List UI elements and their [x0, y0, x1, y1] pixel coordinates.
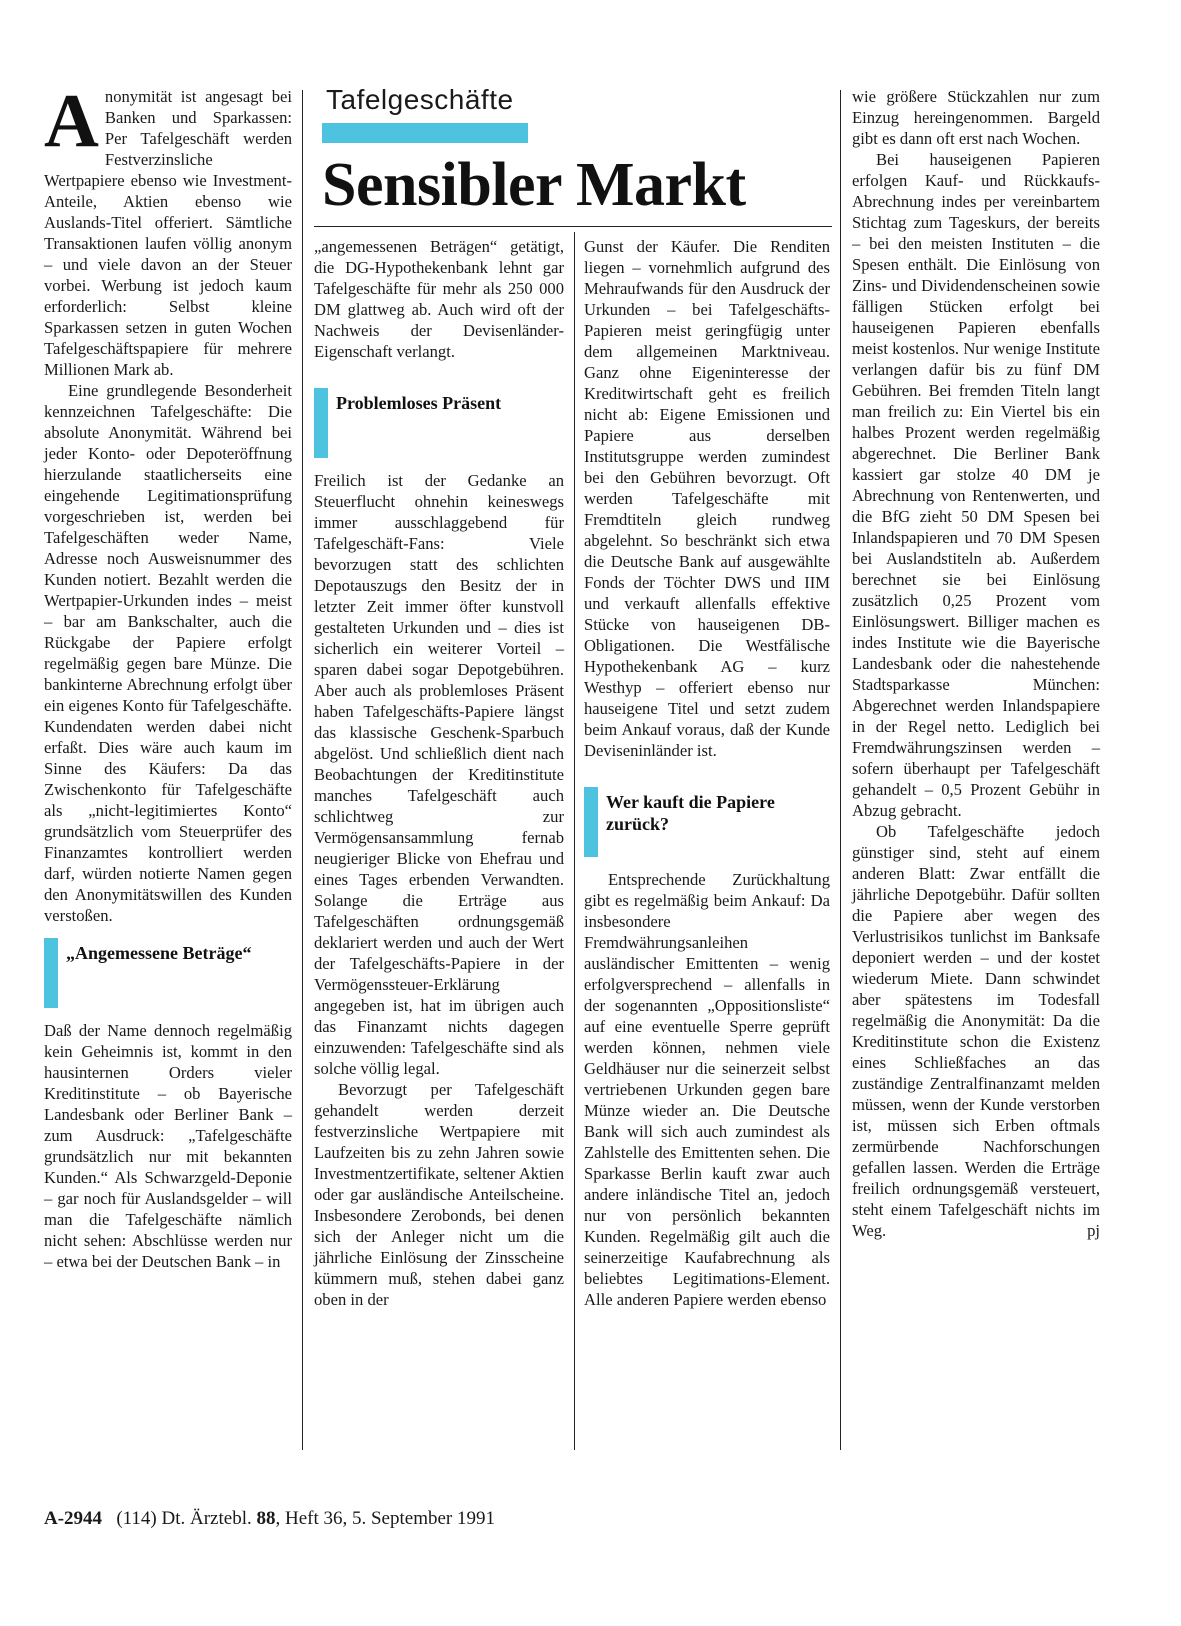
headline-rule	[314, 226, 832, 227]
page-code: A-2944	[44, 1508, 103, 1529]
paragraph: Bevorzugt per Tafelgeschäft gehandelt werden derzeit festverzinsliche Wertpapiere mit Laufzeiten bis zu zehn Jahren sowie Investmentzertifikate, seltener Aktien oder gar ausländische Anteilscheine. Insbesondere Zerobonds, bei denen sich der Anleger nicht um die jährliche Einlösung der Zinsscheine kümmern muß, stehen dabei ganz oben in der	[314, 1080, 564, 1309]
column-rule-1	[302, 90, 303, 1450]
page-footer	[44, 1508, 495, 1530]
paragraph: Eine grundlegende Besonderheit kennzeichnen Tafelgeschäfte: Die absolute Anonymität. Während bei jeder Konto- oder Depoteröffnung hierzulande staatlicherseits eine eingehende Legitimationsprüfung vorgeschrieben ist, werden bei Tafelgeschäften weder Name, Adresse noch Ausweisnummer des Kunden notiert. Bezahlt werden die Wertpapier-Urkunden indes – meist – bar am Bankschalter, auch die Rückgabe der Papiere erfolgt regelmäßig gegen bare Münze. Die bankinterne Abrechnung erfolgt über ein eigenes Konto für Tafelgeschäfte. Kundendaten werden dabei nicht erfaßt. Dies wäre auch kaum im Sinne des Käufers: Da das Zwischenkonto für Tafelgeschäfte als „nicht-legitimiertes Konto“ grundsätzlich vom Steuerprüfer des Finanzamtes kontrolliert werden darf, würden notierte Namen gegen den Anonymitätswillen des Kunden verstoßen.	[44, 381, 292, 925]
journal-volume: 88	[256, 1508, 276, 1529]
subheading-block	[584, 787, 830, 857]
subheading: „Angemessene Beträge“	[66, 943, 252, 963]
paragraph: Freilich ist der Gedanke an Steuerflucht ohnehin keineswegs immer ausschlaggebend für Tafelgeschäft-Fans: Viele bevorzugen statt des schlichten Depotauszugs den Besitz der in letzter Zeit immer öfter kunstvoll gestalteten Urkunden und – dies ist sicherlich ein weiterer Vorteil – sparen dabei sogar Depotgebühren. Aber auch als problemloses Präsent haben Tafelgeschäfts-Papiere längst das klassische Geschenk-Sparbuch abgelöst. Und schließlich dient nach Beobachtungen der Kreditinstitute manches Tafelgeschäft auch schlichtweg zur Vermögensansammlung fernab neugieriger Blicke von Ehefrau und eines Tages erbenden Verwandten. Solange die Erträge aus Tafelgeschäften ordnungsgemäß deklariert werden und auch der Wert der Tafelgeschäfts-Papiere in der Vermögenssteuer-Erklärung angegeben ist, hat im übrigen auch das Finanzamt nichts dagegen einzuwenden: Tafelgeschäfte sind als solche völlig legal.	[314, 471, 564, 1078]
subheading-accent-bar	[44, 938, 58, 1008]
paragraph	[44, 79, 292, 380]
paragraph: Bei hauseigenen Papieren erfolgen Kauf- und Rückkaufs-Abrechnung indes per vereinbartem Stichtag zum Tageskurs, der bereits – bei den meisten Instituten – die Spesen enthält. Die Einlösung von Zins- und Dividendenscheinen sowie fälligen Stücken erfolgt bei hauseigenen Papieren ebenfalls meist kostenlos. Nur wenige Institute verlangen dafür bis zu fünf DM Gebühren. Bei fremden Titeln langt man freilich zu: Ein Viertel bis ein halbes Prozent werden regelmäßig abgerechnet. Die Berliner Bank kassiert gar stolze 40 DM je Abrechnung von Rentenwerten, und die BfG zieht 50 DM Spesen bei Inlandspapieren und 70 DM Spesen bei Auslandstiteln ab. Außerdem berechnet sie bei Einlösung zusätzlich 0,25 Prozent vom Einlösungswert. Billiger machen es indes Institute wie die Bayerische Landesbank oder die nahestehende Stadtsparkasse München: Abgerechnet werden Inlandspapiere in der Regel netto. Lediglich bei Fremdwährungszinsen werden – sofern überhaupt per Tafelgeschäft gehandelt – 0,5 Prozent Gebühr in Abzug gebracht.	[852, 150, 1100, 820]
column-1	[44, 79, 292, 1272]
paragraph	[852, 821, 1100, 1241]
subheading: Problemloses Präsent	[336, 393, 502, 413]
drop-cap: A	[44, 79, 99, 163]
journal-issue: , Heft 36, 5. September 1991	[275, 1508, 495, 1529]
kicker: Tafelgeschäfte	[326, 84, 514, 115]
kicker-accent-bar	[322, 123, 528, 143]
paragraph: Gunst der Käufer. Die Renditen liegen – vornehmlich aufgrund des Mehraufwands für den Ausdruck der Urkunden – bei Tafelgeschäfts-Papieren meist geringfügig unter dem allgemeinen Marktniveau. Ganz ohne Eigeninteresse der Kreditwirtschaft geht es freilich nicht ab: Eigene Emissionen und Papiere aus derselben Institutsgruppe werden zumindest bei den Gebühren bevorzugt. Oft werden Tafelgeschäfte mit Fremdtiteln gleich rundweg abgelehnt. So beschränkt sich etwa die Deutsche Bank auf ausgewählte Fonds der Töchter DWS und IIM und verkauft allenfalls effektive Stücke von hauseigenen DB-Obligationen. Die Westfälische Hypothekenbank AG – kurz Westhyp – offeriert ebenso nur hauseigene Titel und setzt zudem beim Ankauf voraus, daß der Kunde Deviseninländer ist.	[584, 237, 830, 760]
column-4	[852, 86, 1100, 1241]
paragraph: Daß der Name dennoch regelmäßig kein Geheimnis ist, kommt in den hausinternen Orders vieler Kreditinstitute – ob Bayerische Landesbank oder Berliner Bank – zum Ausdruck: „Tafelgeschäfte grundsätzlich nur mit bekannten Kunden.“ Als Schwarzgeld-Deponie – gar noch für Auslandsgelder – will man die Tafelgeschäfte nämlich nicht sehen: Abschlüsse werden nur – etwa bei der Deutschen Bank – in	[44, 1021, 292, 1271]
paragraph: wie größere Stückzahlen nur zum Einzug hereingenommen. Bargeld gibt es dann oft erst nach Wochen.	[852, 87, 1100, 148]
author-initials: pj	[1087, 1221, 1100, 1240]
column-rule-3	[840, 90, 841, 1450]
paragraph: „angemessenen Beträgen“ getätigt, die DG-Hypothekenbank lehnt gar Tafelgeschäfte für mehr als 250 000 DM glattweg ab. Auch wird oft der Nachweis der Devisenländer-Eigenschaft verlangt.	[314, 237, 564, 361]
journal-ref: (114) Dt. Ärztebl.	[116, 1508, 252, 1529]
paragraph-text: Ob Tafelgeschäfte jedoch günstiger sind, steht auf einem anderen Blatt: Zwar entfällt die jährliche Depotgebühr. Dafür sollten die Papiere aber wegen des Verlustrisikos tunlichst im Banksafe deponiert werden – und der kostet wiederum Miete. Dann schwindet aber spätestens im Todesfall regelmäßig die Anonymität: Da die Kreditinstitute schon die Existenz eines Schließfaches an das zuständige Zentralfinanzamt melden müssen, wenn der Kunde verstorben ist, müssen sich Erben oftmals zermürbende Nachforschungen gefallen lassen. Werden die Erträge freilich ordnungsgemäß versteuert, steht einem Tafelgeschäft nichts im Weg.	[852, 822, 1100, 1240]
subheading-accent-bar	[584, 787, 598, 857]
column-2	[314, 236, 564, 1310]
subheading: Wer kauft die Papiere zurück?	[606, 792, 775, 834]
headline: Sensibler Markt	[322, 151, 746, 219]
subheading-block	[44, 938, 292, 1008]
paragraph-text: nonymität ist angesagt bei Banken und Sparkassen: Per Tafelgeschäft werden Festverzinsliche Wertpapiere ebenso wie Investment-Anteile, Aktien ebenso wie Auslands-Titel offeriert. Sämtliche Transaktionen laufen völlig anonym – und viele davon an der Steuer vorbei. Werbung ist jedoch kaum erforderlich: Selbst kleine Sparkassen setzen in guten Wochen Tafelgeschäftspapiere für mehrere Millionen Mark ab.	[44, 87, 292, 379]
subheading-accent-bar	[314, 388, 328, 458]
subheading-block	[314, 388, 564, 458]
column-3	[584, 236, 830, 1310]
column-rule-2	[574, 232, 575, 1450]
paragraph: Entsprechende Zurückhaltung gibt es regelmäßig beim Ankauf: Da insbesondere Fremdwährungsanleihen ausländischer Emittenten – wenig erfolgversprechend – allenfalls in der sogenannten „Oppositionsliste“ auf eine eventuelle Sperre geprüft werden können, nehmen viele Geldhäuser nur die seinerzeit selbst vertriebenen Urkunden gegen bare Münze wieder an. Die Deutsche Bank will sich auch zumindest als Zahlstelle des Emittenten sehen. Die Sparkasse Berlin kauft zwar auch andere inländische Titel an, jedoch nur von persönlich bekannten Kunden. Regelmäßig gilt auch die seinerzeitige Kaufabrechnung als beliebtes Legitimations-Element. Alle anderen Papiere werden ebenso	[584, 870, 830, 1309]
